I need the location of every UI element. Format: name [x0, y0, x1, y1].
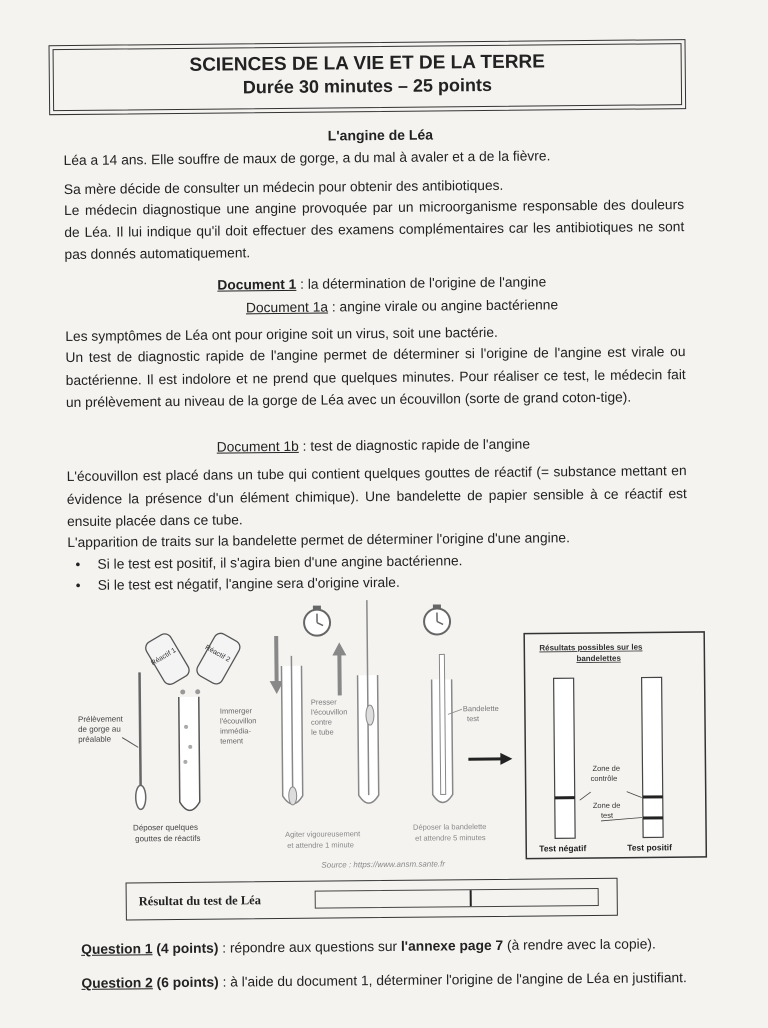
label-bandelette-1: Bandelette — [463, 704, 499, 713]
label-deposer-bandelette-2: et attendre 5 minutes — [415, 833, 486, 843]
intro-paragraph-2: Sa mère décide de consulter un médecin pour obtenir des antibiotiques. — [64, 173, 684, 201]
label-deposer-bandelette-1: Déposer la bandelette — [413, 822, 486, 832]
tube-4-step — [431, 654, 462, 802]
label-presser-4: le tube — [311, 727, 334, 736]
label-zone-test-2: test — [601, 811, 614, 820]
intro-paragraph-3: Le médecin diagnostique une angine provoquée par un microorganisme responsable des douleurs de Léa. Il lui indique qu'il doit effectuer des examens complémentaires car les antibiotiques ne sont pas donnés automatiquement. — [64, 194, 685, 266]
bottle-1-label: Réactif 1 — [150, 647, 177, 667]
reagent-bottles — [143, 631, 243, 703]
tube-1 — [179, 697, 200, 811]
lea-result-line — [470, 890, 472, 906]
label-prelevement-1: Prélèvement — [78, 715, 124, 724]
results-panel — [524, 632, 706, 859]
document-1b-label: Document 1b — [217, 439, 299, 455]
label-presser-1: Presser — [311, 697, 337, 706]
question-1-end: (à rendre avec la copie). — [503, 936, 656, 952]
stopwatch-1-icon — [304, 606, 330, 636]
doc1a-paragraph-2: Un test de diagnostic rapide de l'angine permet de déterminer si l'origine de l'angine est virale ou bactérienne. Il est indolore et ne prend que quelques minutes. Pour réaliser ce test, le médecin fait un prélèvement au niveau de la gorge de Léa avec un écouvillon (sorte de grand coton-tige). — [65, 341, 686, 414]
label-agiter-1: Agiter vigoureusement — [285, 829, 361, 839]
label-test-negatif: Test négatif — [539, 843, 586, 853]
document-1a-label: Document 1a — [246, 300, 328, 316]
document-1a-heading — [18, 295, 768, 317]
label-presser-2: l'écouvillon — [311, 707, 348, 716]
doc1b-paragraph-2: L'apparition de traits sur la bandelette permet de déterminer l'origine d'une angine. — [67, 526, 687, 554]
subject-title: SCIENCES DE LA VIE ET DE LA TERRE — [50, 50, 685, 78]
arrow-right-icon — [468, 753, 512, 765]
label-zone-controle-1: Zone de — [592, 764, 620, 773]
exercise-title: L'angine de Léa — [0, 123, 764, 146]
question-1-label: Question 1 — [81, 941, 152, 957]
header-box — [49, 39, 687, 115]
bottle-2-label: Réactif 2 — [204, 644, 232, 664]
document-1-heading — [0, 272, 766, 294]
label-test-positif: Test positif — [627, 842, 672, 852]
label-immerger-3: immédia- — [220, 726, 251, 735]
label-presser-3: contre — [311, 718, 332, 727]
doc1a-paragraph-1: Les symptômes de Léa ont pour origine soit un virus, soit une bactérie. — [65, 320, 685, 348]
document-1-label: Document 1 — [217, 277, 296, 293]
label-immerger-4: tement — [220, 736, 244, 745]
label-zone-controle-2: contrôle — [591, 774, 618, 783]
question-1-text: : répondre aux questions sur — [218, 939, 401, 956]
results-title-2: bandelettes — [576, 654, 621, 663]
label-immerger-2: l'écouvillon — [220, 716, 257, 725]
question-2-label: Question 2 — [81, 975, 152, 991]
document-1b-title: : test de diagnostic rapide de l'angine — [299, 437, 530, 454]
label-agiter-2: et attendre 1 minute — [287, 840, 354, 850]
document-1b-heading — [0, 434, 757, 456]
label-bandelette-2: test — [467, 714, 480, 723]
doc1b-paragraph-1: L'écouvillon est placé dans un tube qui contient quelques gouttes de réactif (= substance mettant en évidence la présence d'un élément chimique). Une bandelette de papier sensible à ce réactif est ensuite placée dans ce tube. — [67, 460, 688, 533]
tube-3-step — [332, 600, 379, 803]
label-deposer-gouttes-1: Déposer quelques — [133, 823, 198, 833]
label-deposer-gouttes-2: gouttes de réactifs — [135, 834, 200, 844]
intro-paragraph-1: Léa a 14 ans. Elle souffre de maux de gorge, a du mal à avaler et a de la fièvre. — [64, 144, 684, 172]
tube-2-step — [269, 636, 303, 805]
question-1-points: (4 points) — [152, 941, 218, 957]
question-2-points: (6 points) — [153, 975, 219, 991]
stopwatch-2-icon — [424, 604, 450, 634]
label-prelevement-3: préalable — [78, 735, 112, 744]
label-immerger-1: Immerger — [220, 706, 253, 715]
duration-points: Durée 30 minutes – 25 points — [50, 73, 685, 100]
question-2-text: : à l'aide du document 1, déterminer l'origine de l'angine de Léa en justifiant. — [219, 970, 687, 989]
rapid-test-figure — [69, 592, 712, 883]
lea-result-box — [126, 878, 618, 921]
document-1a-title: : angine virale ou angine bactérienne — [328, 297, 558, 314]
label-zone-test-1: Zone de — [593, 801, 621, 810]
question-1 — [81, 933, 741, 960]
bullet-positive: • Si le test est positif, il s'agira bien d'une angine bactérienne. — [97, 553, 462, 572]
lea-result-strip — [315, 888, 599, 909]
question-1-annexe: l'annexe page 7 — [401, 938, 503, 954]
lea-result-label: Résultat du test de Léa — [139, 893, 261, 909]
label-prelevement-2: de gorge au — [78, 725, 121, 734]
document-1-title: : la détermination de l'origine de l'angine — [296, 274, 546, 291]
swab-illustration — [122, 672, 146, 809]
figure-source: Source : https://www.ansm.sante.fr — [321, 859, 445, 869]
results-title-1: Résultats possibles sur les — [539, 643, 643, 653]
bullet-negative: • Si le test est négatif, l'angine sera d'origine virale. — [98, 575, 400, 593]
question-2 — [81, 967, 741, 994]
